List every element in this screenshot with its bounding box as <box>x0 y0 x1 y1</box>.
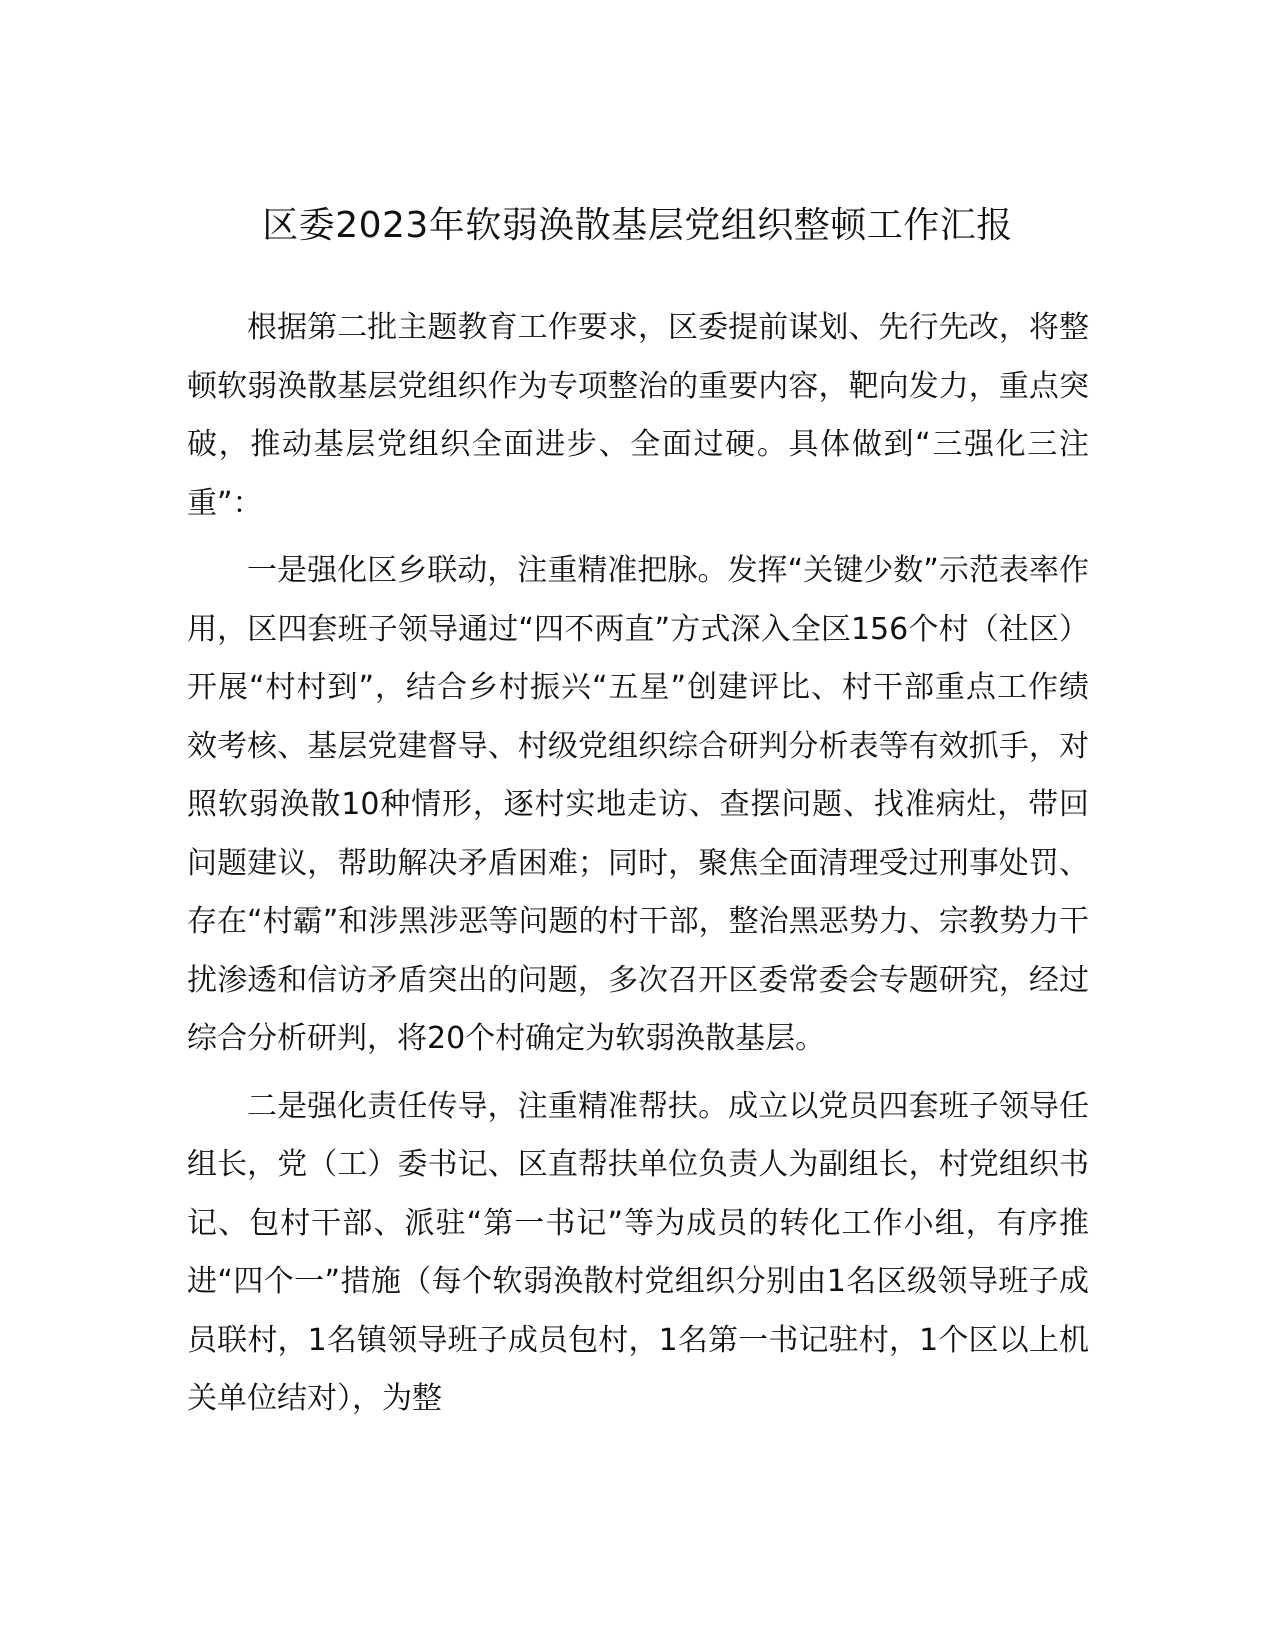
document-title: 区委2023年软弱涣散基层党组织整顿工作汇报 <box>262 205 1013 246</box>
document-body <box>187 299 1089 1429</box>
paragraph-point-two: 二是强化责任传导，注重精准帮扶。成立以党员四套班子领导任组长，党（工）委书记、区直帮扶单位负责人为副组长，村党组织书记、包村干部、派驻“第一书记”等为成员的转化工作小组，有序推进“四个一”措施（每个软弱涣散村党组织分别由1名区级领导班子成员联村，1名镇领导班子成员包村，1名第一书记驻村，1个区以上机关单位结对），为整 <box>187 1088 1089 1416</box>
paragraph-intro: 根据第二批主题教育工作要求，区委提前谋划、先行先改，将整顿软弱涣散基层党组织作为专项整治的重要内容，靶向发力，重点突破，推动基层党组织全面进步、全面过硬。具体做到“三强化三注重”： <box>187 310 1089 521</box>
paragraph-point-one: 一是强化区乡联动，注重精准把脉。发挥“关键少数”示范表率作用，区四套班子领导通过“四不两直”方式深入全区156个村（社区）开展“村村到”，结合乡村振兴“五星”创建评比、村干部重点工作绩效考核、基层党建督导、村级党组织综合研判分析表等有效抓手，对照软弱涣散10种情形，逐村实地走访、查摆问题、找准病灶，带回问题建议，帮助解决矛盾困难；同时，聚焦全面清理受过刑事处罚、存在“村霸”和涉黑涉恶等问题的村干部，整治黑恶势力、宗教势力干扰渗透和信访矛盾突出的问题，多次召开区委常委会专题研究，经过综合分析研判，将20个村确定为软弱涣散基层。 <box>187 553 1089 1056</box>
